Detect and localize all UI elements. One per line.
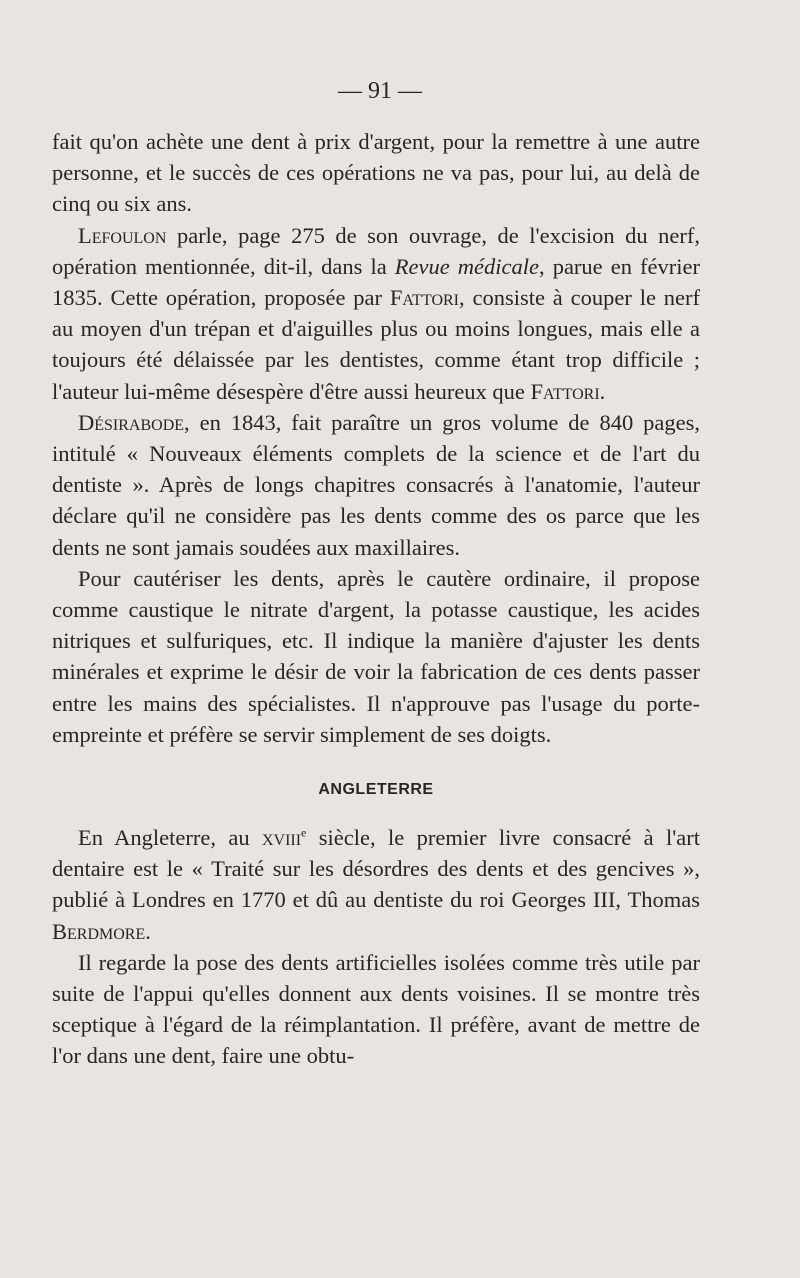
ordinal-suffix: e <box>301 825 307 840</box>
page-number: — 91 — <box>338 78 422 104</box>
author-name: Berdmore <box>52 918 146 944</box>
paragraph-2-text-2: , parue en février 1835. Cette opération, proposée par <box>52 253 700 311</box>
paragraph-2-text-3: , consiste à couper le nerf au moyen d'un trépan et d'aiguilles plus ou moins longues, mais elle a toujours été délaissée par les dentistes, comme étant trop difficile ; l'auteur lui-même désespère d'être aussi heureux que <box>52 285 701 404</box>
paragraph-2 <box>52 220 700 407</box>
journal-title: Revue médicale <box>394 253 539 279</box>
century-numeral: xviii <box>261 825 302 851</box>
section-heading: ANGLETERRE <box>318 781 434 799</box>
paragraph-4: Pour cautériser les dents, après le cautère ordinaire, il propose comme caustique le nitrate d'argent, la potasse caustique, les acides nitriques et sulfuriques, etc. Il indique la manière d'ajuster les dents minérales et exprime le désir de voir la fabrication de ces dents passer entre les mains des spécialistes. Il n'approuve pas l'usage du porte-empreinte et préfère se servir simplement de ses doigts. <box>52 565 700 747</box>
paragraph-1: fait qu'on achète une dent à prix d'argent, pour la remettre à une autre personne, et le succès de ces opérations ne va pas, pour lui, au delà de cinq ou six ans. <box>52 129 700 217</box>
author-name: Désirabode <box>78 409 185 435</box>
paragraph-6: Il regarde la pose des dents artificielles isolées comme très utile par suite de l'appui qu'elles donnent aux dents voisines. Il se montre très sceptique à l'égard de la réimplantation. Il préfère, avant de mettre de l'or dans une dent, faire une obtu- <box>52 949 700 1069</box>
paragraph-2-text-1: parle, page 275 de son ouvrage, de l'excision du nerf, opération mentionnée, dit-il, dans la <box>52 222 700 279</box>
paragraph-5-text-1: En Angleterre, au <box>78 825 262 851</box>
author-name: Fattori <box>389 285 459 311</box>
paragraph-5-text-2: siècle, le premier livre consacré à l'art dentaire est le « Traité sur les désordres des dents et des gencives », publié à Londres en 1770 et dû au dentiste du roi Georges III, Thomas <box>52 825 701 913</box>
paragraph-3-text: , en 1843, fait paraître un gros volume de 840 pages, intitulé « Nouveaux éléments complets de la science et de l'art du dentiste ». Après de longs chapitres consacrés à l'anatomie, l'auteur déclare qu'il ne considère pas les dents comme des os parce que les dents ne sont jamais soudées aux maxillaires. <box>52 409 700 560</box>
author-name: Lefoulon <box>78 222 167 248</box>
paragraph-5 <box>52 822 700 947</box>
author-name: Fattori <box>530 378 600 404</box>
paragraph-5-text-3: . <box>145 918 151 944</box>
paragraph-2-text-4: . <box>599 378 606 404</box>
body-text <box>52 126 700 1072</box>
paragraph-3 <box>52 407 700 563</box>
